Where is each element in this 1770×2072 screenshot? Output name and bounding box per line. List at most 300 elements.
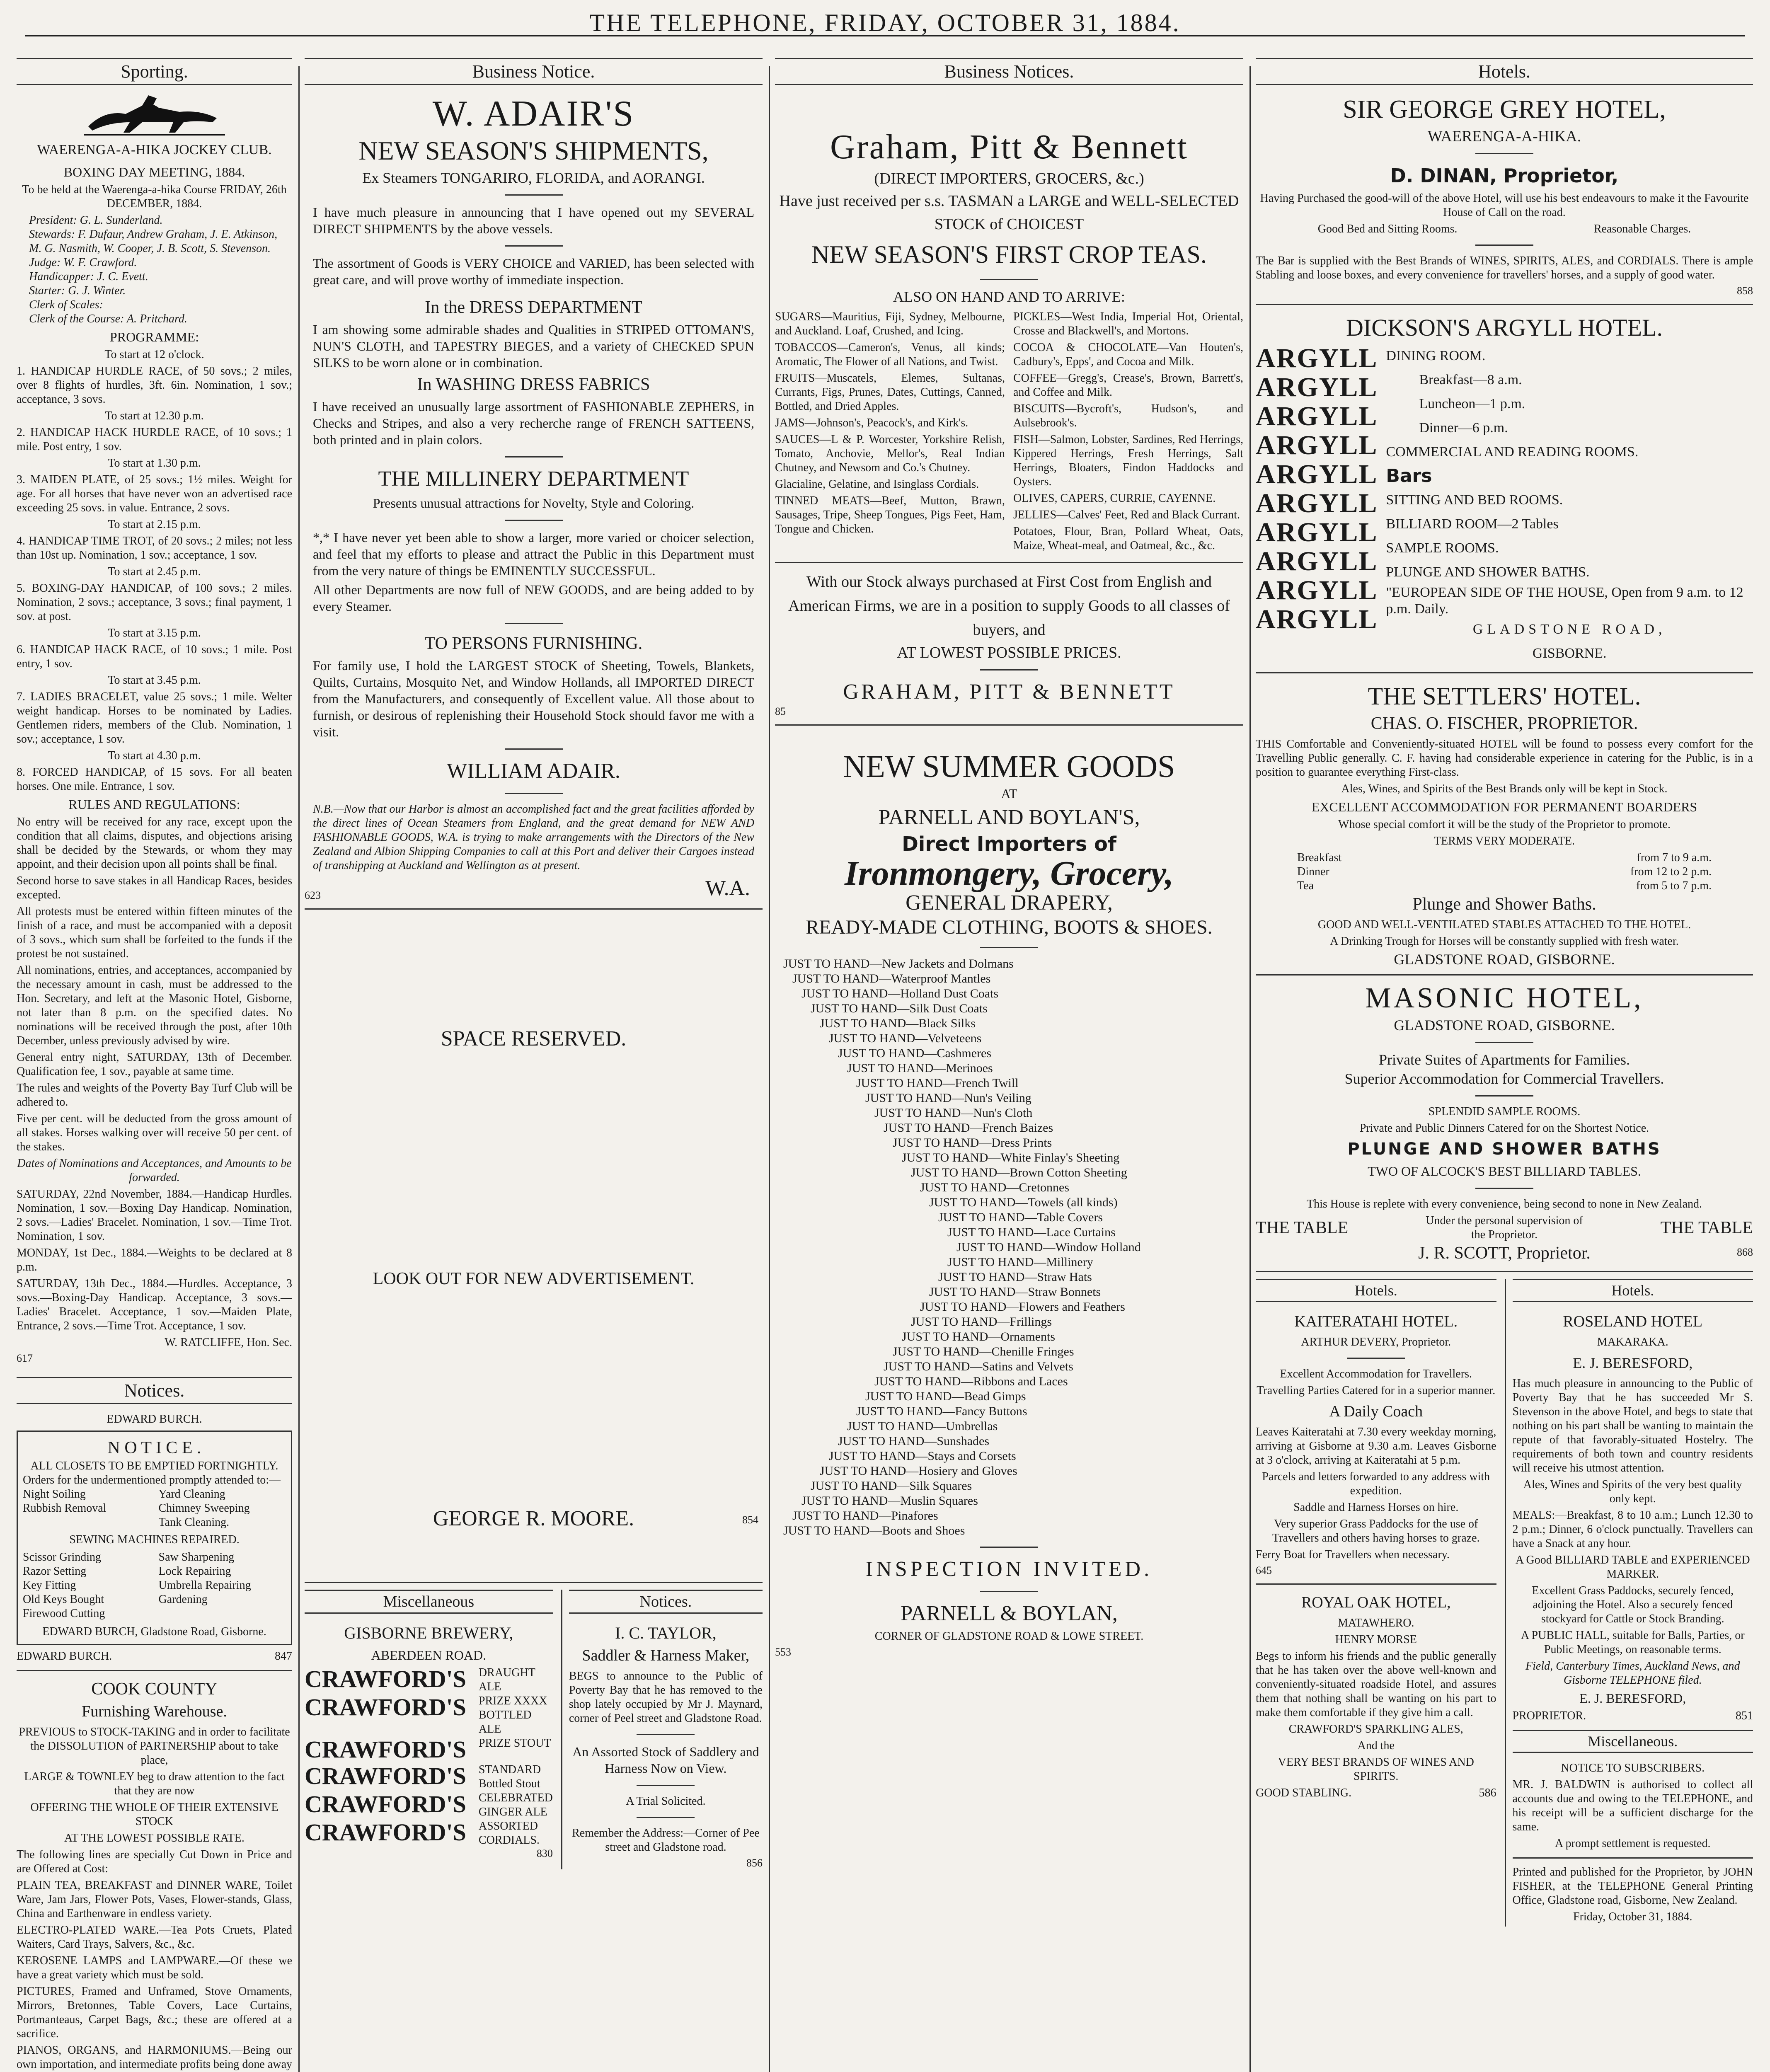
official: Clerk of the Course: A. Pritchard. — [29, 312, 187, 325]
argyll-word: ARGYLL — [1256, 488, 1378, 518]
argyll-road: GLADSTONE ROAD, — [1472, 622, 1666, 637]
grey-subtitle: WAERENGA-A-HIKA. — [1427, 128, 1581, 145]
ad-number: 847 — [275, 1650, 292, 1663]
royal-wines: VERY BEST BRANDS OF WINES AND SPIRITS. — [1278, 1756, 1474, 1783]
summer-title: NEW SUMMER GOODS — [843, 749, 1175, 784]
masonic-baths: PLUNGE AND SHOWER BATHS — [1347, 1140, 1661, 1159]
just-to-hand-line: JUST TO HAND—Ribbons and Laces — [874, 1375, 1068, 1388]
argyll-feature: SAMPLE ROOMS. — [1386, 540, 1499, 556]
stock-item: SAUCES—L & P. Worcester, Yorkshire Relish, Tomato, Anchovie, Mellor's, Real Indian Chutney, and Newsom and Co.'s Chutney. — [775, 433, 1005, 474]
masthead-title: THE TELEPHONE, FRIDAY, OCTOBER 31, 1884. — [589, 9, 1181, 36]
just-to-hand-line: JUST TO HAND—Silk Dust Coats — [811, 1002, 988, 1015]
argyll-feature: "EUROPEAN SIDE OF THE HOUSE, Open from 9 a.m. to 12 p.m. Daily. — [1386, 585, 1743, 617]
parnell-title: PARNELL AND BOYLAN'S, — [878, 806, 1140, 829]
meeting-title: BOXING DAY MEETING, 1884. — [63, 165, 245, 179]
ironmongery: Ironmongery, Grocery, — [844, 854, 1174, 893]
service-item: Rubbish Removal — [23, 1502, 107, 1515]
just-to-hand-line: JUST TO HAND—Merinoes — [847, 1061, 993, 1075]
cook-title: COOK COUNTY — [91, 1680, 218, 1699]
just-to-hand-line: JUST TO HAND—Straw Hats — [938, 1270, 1092, 1284]
cook-item: KEROSENE LAMPS and LAMPWARE.—Of these we have a great variety which must be sold. — [17, 1954, 292, 1981]
kait-text: Travelling Parties Catered for in a superior manner. — [1257, 1384, 1496, 1397]
sewing-line: SEWING MACHINES REPAIRED. — [69, 1533, 240, 1546]
adair-ships: Ex Steamers TONGARIRO, FLORIDA, and AORANGI. — [362, 169, 705, 186]
rose-text: Excellent Grass Paddocks, securely fenced, adjoining the Hotel. Also a securely fenced stockyard for Cattle or Stock Branding. — [1532, 1584, 1734, 1625]
table-right: THE TABLE — [1660, 1218, 1753, 1237]
date-entry: SATURDAY, 22nd November, 1884.—Handicap Hurdles. Nomination, 1 sov.—Boxing Day Handicap. Nomination, 2 sovs.—Ladies' Bracelet. Nomination, 1 sov.—Time Trot. Nomination, 1 sov. — [17, 1188, 292, 1243]
product-label: CELEBRATED GINGER ALE — [478, 1791, 553, 1818]
masthead — [0, 0, 1770, 46]
adair-title: W. ADAIR'S — [432, 94, 635, 134]
cook-rate: AT THE LOWEST POSSIBLE RATE. — [64, 1832, 245, 1844]
section-header: Notices. — [17, 1377, 292, 1404]
just-to-hand-line: JUST TO HAND—Boots and Shoes — [783, 1524, 965, 1537]
rose-text: MEALS:—Breakfast, 8 to 10 a.m.; Lunch 12.30 to 2 p.m.; Dinner, 6 o'clock punctually. Travellers can have a Snack at any hour. — [1512, 1509, 1753, 1550]
service-item: Razor Setting — [23, 1565, 87, 1578]
just-to-hand-line: JUST TO HAND—French Twill — [856, 1076, 1019, 1090]
cook-subtitle: Furnishing Warehouse. — [82, 1703, 227, 1720]
millinery-text: Presents unusual attractions for Novelty, Style and Coloring. — [373, 496, 695, 511]
settlers-proprietor: CHAS. O. FISCHER, PROPRIETOR. — [1370, 714, 1638, 733]
official: Clerk of Scales: — [29, 298, 103, 311]
rule: Five per cent. will be deducted from the gross amount of all stakes. Horses walking over will receive 50 per cent. of the stakes. — [17, 1112, 292, 1153]
kait-coach: A Daily Coach — [1329, 1403, 1423, 1420]
burch-ad-box — [17, 1431, 292, 1645]
stock-item: SUGARS—Mauritius, Fiji, Sydney, Melbourne, and Auckland. Loaf, Crushed, and Icing. — [775, 310, 1005, 337]
service-item: Scissor Grinding — [23, 1551, 101, 1564]
rose-text: Ales, Wines and Spirits of the very best quality only kept. — [1523, 1478, 1742, 1505]
section-header: Business Notice. — [305, 58, 763, 85]
race-time: To start at 3.45 p.m. — [108, 674, 201, 687]
rose-subtitle: MAKARAKA. — [1597, 1336, 1668, 1348]
product-label: PRIZE XXXX BOTTLED ALE — [478, 1694, 547, 1736]
meal-name: Tea — [1297, 879, 1314, 892]
notice-heading: N O T I C E . — [107, 1438, 201, 1457]
stock-item: JAMS—Johnson's, Peacock's, and Kirk's. — [775, 416, 969, 429]
race-time: To start at 1.30 p.m. — [108, 457, 201, 470]
meal-name: Breakfast — [1297, 851, 1342, 864]
column-divider — [769, 66, 770, 2072]
cook-intro: PREVIOUS to STOCK-TAKING and in order to facilitate the DISSOLUTION of PARTNERSHIP about to take place, — [19, 1726, 290, 1767]
adair-text: I have much pleasure in announcing that I have opened out my SEVERAL DIRECT SHIPMENTS by the above vessels. — [313, 205, 754, 236]
column-business-notice — [305, 58, 763, 2072]
just-to-hand-line: JUST TO HAND—Table Covers — [938, 1210, 1103, 1224]
kait-text: Saddle and Harness Horses on hire. — [1293, 1501, 1459, 1514]
settlers-excellent: EXCELLENT ACCOMMODATION FOR PERMANENT BOARDERS — [1311, 799, 1697, 814]
masonic-billiard: TWO OF ALCOCK'S BEST BILLIARD TABLES. — [1368, 1164, 1641, 1179]
date-entry: SATURDAY, 13th Dec., 1884.—Hurdles. Acceptance, 3 sovs.—Boxing-Day Handicap. Acceptance, 3 sovs.—Ladies' Bracelet. Acceptance, 1 sov.—Maiden Plate, Entrance, 2 sovs.—Time Trot. Acceptance, 1 sov. — [17, 1277, 292, 1332]
rule: All nominations, entries, and acceptances, accompanied by the necessary amount in cash, must be addressed to the Hon. Secretary, and left at the Masonic Hotel, Gisborne, not later than 8 p.m. on the specified dates. No nominations will be received through the post, after 10th December, unless previously advised by wire. — [17, 964, 292, 1047]
official: Judge: W. F. Crawford. — [29, 256, 137, 269]
just-to-hand-line: JUST TO HAND—Satins and Velvets — [884, 1360, 1073, 1373]
settlers-terms: TERMS VERY MODERATE. — [1434, 835, 1575, 847]
subscribers-notice: NOTICE TO SUBSCRIBERS. — [1561, 1762, 1705, 1774]
service-item: Tank Cleaning. — [158, 1516, 230, 1529]
argyll-town: GISBORNE. — [1532, 646, 1607, 661]
just-to-hand-line: JUST TO HAND—Bead Gimps — [865, 1389, 1026, 1403]
gpb-title: Graham, Pitt & Bennett — [830, 128, 1188, 166]
just-to-hand-list — [775, 956, 1243, 1538]
taylor-text: BEGS to announce to the Public of Poverty Bay that he has removed to the shop lately occupied by Mr J. Maynard, corner of Peel street and Gladstone Road. — [569, 1670, 763, 1725]
parnell-signature: PARNELL & BOYLAN, — [901, 1602, 1118, 1625]
stock-item: FRUITS—Muscatels, Elemes, Sultanas, Currants, Figs, Prunes, Dates, Cuttings, Canned, Bottled, and Dried Apples. — [775, 372, 1005, 413]
washing-text: I have received an unusually large assortment of FASHIONABLE ZEPHERS, in Checks and Stripes, and also a very recherche range of FRENCH SATTEENS, both printed and in plain colors. — [313, 399, 754, 447]
stock-item: COFFEE—Gregg's, Crease's, Brown, Barrett's, and Coffee and Milk. — [1013, 372, 1243, 399]
gpb-text: With our Stock always purchased at First Cost from English and American Firms, we are in a position to supply Goods to all classes of buyers, and — [788, 573, 1230, 639]
argyll-feature: DINING ROOM. — [1386, 348, 1486, 363]
royal-subtitle: MATAWHERO. — [1337, 1617, 1414, 1629]
adair-subtitle: NEW SEASON'S SHIPMENTS, — [358, 136, 709, 165]
official: Handicapper: J. C. Evett. — [29, 270, 148, 283]
space-reserved: SPACE RESERVED. — [441, 1027, 627, 1051]
rule: Second horse to save stakes in all Handicap Races, besides excepted. — [17, 874, 292, 901]
furnishing-heading: TO PERSONS FURNISHING. — [424, 634, 643, 653]
parnell-address: CORNER OF GLADSTONE ROAD & LOWE STREET. — [874, 1630, 1144, 1643]
gpb-signature: GRAHAM, PITT & BENNETT — [843, 680, 1175, 704]
argyll-feature: Dinner—6 p.m. — [1419, 420, 1508, 436]
argyll-word: ARGYLL — [1256, 401, 1378, 431]
just-to-hand-line: JUST TO HAND—New Jackets and Dolmans — [783, 957, 1014, 971]
kait-text: Excellent Accommodation for Travellers. — [1280, 1368, 1472, 1380]
just-to-hand-line: JUST TO HAND—Brown Cotton Sheeting — [911, 1166, 1127, 1179]
argyll-word: ARGYLL — [1256, 546, 1378, 576]
masonic-suites: Private Suites of Apartments for Families. — [1379, 1051, 1630, 1068]
rule: The rules and weights of the Poverty Bay Turf Club will be adhered to. — [17, 1082, 292, 1109]
column-sporting — [17, 58, 292, 2072]
rose-text: Has much pleasure in announcing to the Public of Poverty Bay that he has succeeded Mr S. Stevenson in the above Hotel, and begs to state that nothing on his part shall be wanting to maintain the repute of that favorably-situated Hostelry. The requirements of both town and country residents will receive his utmost attention. — [1512, 1377, 1753, 1474]
brewery-subtitle: ABERDEEN ROAD. — [371, 1648, 487, 1663]
just-to-hand-line: JUST TO HAND—Nun's Cloth — [874, 1106, 1033, 1120]
lookout-notice: LOOK OUT FOR NEW ADVERTISEMENT. — [373, 1269, 695, 1288]
cook-item: PLAIN TEA, BREAKFAST and DINNER WARE, Toilet Ware, Jam Jars, Flower Pots, Vases, Flower-stands, Glass, China and Earthenware in endless variety. — [17, 1879, 292, 1920]
argyll-word: ARGYLL — [1256, 372, 1378, 402]
meal-time: from 5 to 7 p.m. — [1636, 879, 1712, 892]
just-to-hand-line: JUST TO HAND—Fancy Buttons — [856, 1404, 1027, 1418]
adair-signature: WILLIAM ADAIR. — [447, 759, 620, 783]
section-header: Business Notices. — [775, 58, 1243, 85]
product-label: STANDARD Bottled Stout — [478, 1763, 541, 1790]
signature: W. RATCLIFFE, Hon. Sec. — [165, 1336, 292, 1349]
settlers-address: GLADSTONE ROAD, GISBORNE. — [1394, 951, 1615, 968]
ready-made: READY-MADE CLOTHING, BOOTS & SHOES. — [806, 916, 1213, 938]
grey-bed: Good Bed and Sitting Rooms. — [1317, 223, 1458, 235]
kait-title: KAITERATAHI HOTEL. — [1294, 1313, 1458, 1330]
masonic-proprietor: J. R. SCOTT, Proprietor. — [1418, 1244, 1591, 1263]
grey-text: The Bar is supplied with the Best Brands of WINES, SPIRITS, ALES, and CORDIALS. There is ample Stabling and loose boxes, and every convenience for travellers' horses, and a supply of good water. — [1256, 254, 1753, 281]
just-to-hand-line: JUST TO HAND—Towels (all kinds) — [929, 1196, 1118, 1209]
race: 2. HANDICAP HACK HURDLE RACE, of 10 sovs.; 1 mile. Post entry, 1 sov. — [17, 426, 292, 453]
column-hotels — [1256, 58, 1753, 2072]
service-item: Old Keys Bought — [23, 1593, 104, 1606]
stock-item: JELLIES—Calves' Feet, Red and Black Currant. — [1013, 508, 1240, 521]
argyll-title: DICKSON'S ARGYLL HOTEL. — [1346, 314, 1663, 341]
service-item: Saw Sharpening — [158, 1551, 235, 1564]
royal-text: Begs to inform his friends and the public generally that he has taken over the above well-known and conveniently-situated roadside Hotel, and assures them that nothing shall be wanting on his part to make them comfortable if they give him a call. — [1256, 1650, 1496, 1719]
washing-heading: In WASHING DRESS FABRICS — [417, 375, 650, 394]
argyll-feature: Bars — [1386, 465, 1432, 487]
stock-item: COCOA & CHOCOLATE—Van Houten's, Cadbury's, Epps', and Cocoa and Milk. — [1013, 341, 1243, 368]
just-to-hand-line: JUST TO HAND—Waterproof Mantles — [792, 972, 991, 985]
masonic-superior: Superior Accommodation for Commercial Travellers. — [1344, 1070, 1664, 1087]
brewery-title: GISBORNE BREWERY, — [344, 1624, 513, 1642]
stock-item: FISH—Salmon, Lobster, Sardines, Red Herrings, Kippered Herrings, Fresh Herrings, Salt Herrings, Bloaters, Findon Haddocks and Oysters. — [1013, 433, 1243, 488]
just-to-hand-line: JUST TO HAND—Stays and Corsets — [829, 1449, 1016, 1463]
ad-number: 830 — [536, 1847, 553, 1859]
masonic-subtitle: GLADSTONE ROAD, GISBORNE. — [1394, 1017, 1615, 1034]
taylor-address: Remember the Address:—Corner of Pee street and Gladstone road. — [572, 1827, 760, 1854]
service-item: Chimney Sweeping — [158, 1502, 250, 1515]
drapery: GENERAL DRAPERY, — [906, 891, 1113, 915]
grey-title: SIR GEORGE GREY HOTEL, — [1343, 95, 1666, 123]
just-to-hand-line: JUST TO HAND—Flowers and Feathers — [920, 1300, 1125, 1314]
racehorse-illustration — [80, 93, 229, 139]
rose-text: A PUBLIC HALL, suitable for Balls, Parties, or Public Meetings, on reasonable terms. — [1521, 1629, 1745, 1656]
departments-text: All other Departments are now full of NEW GOODS, and are being added to by every Steamer. — [313, 582, 754, 614]
just-to-hand-line: JUST TO HAND—Cashmeres — [838, 1046, 992, 1060]
section-header: Miscellaneous — [305, 1590, 553, 1614]
crawford-label: CRAWFORD'S — [305, 1736, 466, 1763]
stock-item: Potatoes, Flour, Bran, Pollard Wheat, Oats, Maize, Wheat-meal, and Oatmeal, &c., &c. — [1013, 525, 1243, 552]
rose-title: ROSELAND HOTEL — [1563, 1313, 1703, 1330]
crawford-label: CRAWFORD'S — [305, 1694, 466, 1721]
just-to-hand-line: JUST TO HAND—Lace Curtains — [947, 1225, 1116, 1239]
settlers-stables: GOOD AND WELL-VENTILATED STABLES ATTACHED TO THE HOTEL. — [1317, 918, 1691, 931]
just-to-hand-line: JUST TO HAND—Dress Prints — [893, 1136, 1052, 1150]
product-label: PRIZE STOUT — [478, 1737, 551, 1750]
race: 4. HANDICAP TIME TROT, of 20 sovs.; 2 miles; not less than 10st up. Nomination, 1 sov.; acceptance, 1 sov. — [17, 535, 292, 562]
royal-ales: CRAWFORD'S SPARKLING ALES, — [1288, 1723, 1463, 1736]
stock-item: TINNED MEATS—Beef, Mutton, Brawn, Sausages, Tripe, Sheep Tongues, Pigs Feet, Ham, Tongue and Chicken. — [775, 494, 1005, 535]
race-time: To start at 4.30 p.m. — [108, 749, 201, 762]
table-left: THE TABLE — [1256, 1218, 1349, 1237]
ad-number: 858 — [1737, 285, 1753, 297]
furnishing-text: For family use, I hold the LARGEST STOCK of Sheeting, Towels, Blankets, Quilts, Curtains, Mosquito Net, and Window Hollands, all IMPORTED DIRECT from the Manufacturers, and consequently of Excellent value. All those about to furnish, or desirous of replenishing their Household Stock should favor me with a visit. — [313, 658, 754, 739]
service-item: Umbrella Repairing — [158, 1579, 251, 1592]
meeting-held: To be held at the Waerenga-a-hika Course FRIDAY, 26th DECEMBER, 1884. — [22, 183, 287, 210]
settlers-text: Ales, Wines, and Spirits of the Best Brands only will be kept in Stock. — [1341, 782, 1668, 795]
rose-text: A Good BILLIARD TABLE and EXPERIENCED MARKER. — [1515, 1554, 1750, 1581]
stock-item: OLIVES, CAPERS, CURRIE, CAYENNE. — [1013, 492, 1216, 505]
adair-nb: N.B.—Now that our Harbor is almost an accomplished fact and the great facilities afforded by the direct lines of Ocean Steamers from England, and the great demand for NEW AND FASHIONABLE GOODS, W.A. is trying to make arrangements with the Directors of the New Zealand and Albion Shipping Companies to call at this Port and deliver their Cargoes instead of transhipping at Auckland and Wellington as at present. — [313, 803, 754, 872]
section-header: Sporting. — [17, 58, 292, 85]
rule: General entry night, SATURDAY, 13th of December. Qualification fee, 1 sov., payable at same time. — [17, 1051, 292, 1078]
argyll-word: ARGYLL — [1256, 604, 1378, 634]
just-to-hand-line: JUST TO HAND—Straw Bonnets — [929, 1285, 1101, 1299]
ad-number: 854 — [742, 1514, 758, 1526]
masonic-sample: SPLENDID SAMPLE ROOMS. — [1428, 1105, 1581, 1118]
race: 1. HANDICAP HURDLE RACE, of 50 sovs.; 2 miles, over 8 flights of hurdles, 3ft. 6in. Nomination, 1 sov.; acceptance, 3 sovs. — [17, 365, 292, 406]
service-item: Night Soiling — [23, 1488, 86, 1501]
taylor-stock: An Assorted Stock of Saddlery and Harness Now on View. — [572, 1744, 759, 1776]
ad-number: 856 — [746, 1857, 763, 1869]
race: 6. HANDICAP HACK RACE, of 10 sovs.; 1 mile. Post entry, 1 sov. — [17, 643, 292, 670]
just-to-hand-line: JUST TO HAND—Umbrellas — [847, 1419, 998, 1433]
direct-importers: Direct Importers of — [902, 833, 1116, 856]
just-to-hand-line: JUST TO HAND—Holland Dust Coats — [801, 987, 999, 1000]
imprint-date: Friday, October 31, 1884. — [1573, 1910, 1693, 1923]
grey-charges: Reasonable Charges. — [1593, 223, 1691, 235]
ad-number: 553 — [775, 1646, 791, 1658]
royal-and: And the — [1357, 1739, 1395, 1752]
date-entry: MONDAY, 1st Dec., 1884.—Weights to be declared at 8 p.m. — [17, 1247, 292, 1273]
ad-number: 586 — [1479, 1786, 1496, 1799]
just-to-hand-line: JUST TO HAND—Velveteens — [829, 1031, 982, 1045]
argyll-feature: Breakfast—8 a.m. — [1419, 372, 1522, 387]
just-to-hand-line: JUST TO HAND—Pinafores — [792, 1509, 938, 1523]
adair-initials: W.A. — [705, 876, 750, 900]
masonic-dinners: Private and Public Dinners Catered for on the Shortest Notice. — [1359, 1122, 1649, 1135]
settlers-baths: Plunge and Shower Baths. — [1412, 895, 1596, 914]
rose-signature: E. J. BERESFORD, — [1579, 1691, 1686, 1706]
gpb-teas: NEW SEASON'S FIRST CROP TEAS. — [811, 241, 1207, 268]
race: 7. LADIES BRACELET, value 25 sovs.; 1 mile. Welter weight handicap. Horses to be nominated by Ladies. Gentlemen riders, members of the Club. Nomination, 1 sov.; acceptance, 1 sov. — [17, 690, 292, 746]
programme-start: To start at 12 o'clock. — [104, 348, 204, 361]
taylor-subtitle: Saddler & Harness Maker, — [582, 1647, 750, 1664]
column-divider — [1249, 66, 1251, 2072]
official: Stewards: F. Dufaur, Andrew Graham, J. E. Atkinson, M. G. Nasmith, W. Cooper, J. B. Scott, S. Stevenson. — [29, 228, 278, 255]
race: 3. MAIDEN PLATE, of 25 sovs.; 1½ miles. Weight for age. For all horses that have never won an advertised race exceeding 25 sovs. in value. Entrance, 2 sovs. — [17, 473, 292, 514]
crawford-label: CRAWFORD'S — [305, 1665, 466, 1692]
millinery-heading: THE MILLINERY DEPARTMENT — [378, 467, 689, 491]
inspection-invited: INSPECTION INVITED. — [865, 1557, 1153, 1581]
cook-item: PICTURES, Framed and Unframed, Stove Ornaments, Mirrors, Bretonnes, Table Covers, Lace Curtains, Portmanteaus, Carpet Bags, &c.; these are offered at a sacrifice. — [17, 1985, 292, 2040]
taylor-title: I. C. TAYLOR, — [615, 1624, 717, 1642]
just-to-hand-line: JUST TO HAND—Millinery — [947, 1255, 1093, 1269]
rule: All protests must be entered within fifteen minutes of the finish of a race, and must be accompanied with a deposit of 3 sovs., which sum shall be forfeited to the funds if the protest be not sustained. — [17, 905, 292, 960]
service-item: Yard Cleaning — [158, 1488, 225, 1501]
stock-item: Glacialine, Gelatine, and Isinglass Cordials. — [775, 478, 979, 491]
service-item: Firewood Cutting — [23, 1607, 105, 1620]
race-time: To start at 3.15 p.m. — [108, 627, 201, 639]
cook-text: LARGE & TOWNLEY beg to draw attention to the fact that they are now — [24, 1770, 285, 1797]
meal-name: Dinner — [1297, 865, 1329, 878]
argyll-feature: BILLIARD ROOM—2 Tables — [1386, 516, 1559, 532]
just-to-hand-line: JUST TO HAND—Sunshades — [838, 1434, 990, 1448]
just-to-hand-line: JUST TO HAND—French Baizes — [884, 1121, 1053, 1135]
crawford-label: CRAWFORD'S — [305, 1819, 466, 1846]
ad-number: 623 — [305, 889, 321, 901]
kait-text: Parcels and letters forwarded to any address with expedition. — [1262, 1470, 1490, 1497]
section-header: Notices. — [569, 1590, 763, 1614]
column-business-notices — [775, 58, 1243, 2072]
stock-item: TOBACCOS—Cameron's, Venus, all kinds; Aromatic, The Flower of all Nations, and Twist. — [775, 341, 1005, 368]
just-to-hand-line: JUST TO HAND—Muslin Squares — [801, 1494, 978, 1508]
race: 5. BOXING-DAY HANDICAP, of 100 sovs.; 2 miles. Nomination, 2 sovs.; acceptance, 3 sovs.; final payment, 1 sov. at post. — [17, 582, 292, 623]
dates-title: Dates of Nominations and Acceptances, and Amounts to be forwarded. — [17, 1157, 292, 1184]
section-header: Miscellaneous. — [1513, 1730, 1753, 1753]
table-middle: Under the personal supervision of the Proprietor. — [1426, 1214, 1583, 1241]
race: 8. FORCED HANDICAP, of 15 sovs. For all beaten horses. One mile. Entrance, 1 sov. — [17, 766, 292, 793]
just-to-hand-line: JUST TO HAND—Window Holland — [956, 1240, 1141, 1254]
just-to-hand-line: JUST TO HAND—Silk Squares — [811, 1479, 972, 1493]
official: Starter: G. J. Winter. — [29, 284, 126, 297]
imprint: Printed and published for the Proprietor, by JOHN FISHER, at the TELEPHONE General Printing Office, Gladstone road, Gisborne, New Zealand. — [1512, 1866, 1753, 1907]
burch-name: EDWARD BURCH. — [107, 1413, 202, 1426]
section-header: Hotels. — [1513, 1279, 1753, 1302]
settlers-comfort: Whose special comfort it will be the study of the Proprietor to promote. — [1338, 818, 1671, 831]
programme-title: PROGRAMME: — [109, 329, 199, 344]
orders-line: Orders for the undermentioned promptly attended to:— — [23, 1474, 281, 1486]
just-to-hand-line: JUST TO HAND—Nun's Veiling — [865, 1091, 1031, 1105]
argyll-feature: SITTING AND BED ROOMS. — [1386, 492, 1563, 508]
argyll-feature: COMMERCIAL AND READING ROOMS. — [1386, 444, 1639, 460]
royal-proprietor: HENRY MORSE — [1335, 1633, 1417, 1646]
ad-number: 617 — [17, 1352, 33, 1364]
race-time: To start at 12.30 p.m. — [105, 409, 204, 422]
kait-text: Leaves Kaiteratahi at 7.30 every weekday morning, arriving at Gisborne at 9.30 a.m. Leaves Gisborne at 3 o'clock, arriving at Kaiteratahi at 5 p.m. — [1256, 1426, 1496, 1467]
just-to-hand-line: JUST TO HAND—Black Silks — [820, 1017, 976, 1030]
cook-item: ELECTRO-PLATED WARE.—Tea Pots Cruets, Plated Waiters, Card Trays, Salvers, &c., &c. — [17, 1924, 292, 1951]
grey-proprietor: D. DINAN, Proprietor, — [1390, 165, 1619, 187]
just-to-hand-line: JUST TO HAND—Chenille Fringes — [893, 1345, 1074, 1358]
gpb-prices: AT LOWEST POSSIBLE PRICES. — [897, 644, 1121, 661]
just-to-hand-line: JUST TO HAND—Ornaments — [902, 1330, 1056, 1343]
summer-at: AT — [1001, 786, 1017, 801]
gpb-subtitle: (DIRECT IMPORTERS, GROCERS, &c.) — [874, 170, 1144, 187]
section-header: Hotels. — [1256, 58, 1753, 85]
ad-number: 851 — [1736, 1709, 1753, 1722]
column-divider — [298, 66, 300, 2072]
closets-line: ALL CLOSETS TO BE EMPTIED FORTNIGHTLY. — [30, 1460, 278, 1472]
kait-proprietor: ARTHUR DEVERY, Proprietor. — [1301, 1336, 1451, 1348]
rose-proprietor: E. J. BERESFORD, — [1573, 1355, 1693, 1371]
settlers-trough: A Drinking Trough for Horses will be constantly supplied with fresh water. — [1330, 935, 1679, 948]
dress-heading: In the DRESS DEPARTMENT — [425, 298, 642, 317]
just-to-hand-line: JUST TO HAND—Hosiery and Gloves — [820, 1464, 1017, 1478]
burch-address: EDWARD BURCH, Gladstone Road, Gisborne. — [42, 1625, 266, 1638]
service-item: Gardening — [158, 1593, 208, 1606]
millinery-note: *,* I have never yet been able to show a larger, more varied or choicer selection, and feel that my efforts to please and attract the Public in this Department must from the very nature of things be EMINENTLY SUCCESSFUL. — [313, 530, 754, 578]
kait-text: Ferry Boat for Travellers when necessary. — [1256, 1548, 1450, 1561]
argyll-word: ARGYLL — [1256, 430, 1378, 460]
argyll-feature: PLUNGE AND SHOWER BATHS. — [1386, 564, 1590, 580]
taylor-trial: A Trial Solicited. — [626, 1795, 706, 1808]
moore-name: GEORGE R. MOORE. — [433, 1507, 634, 1530]
just-to-hand-line: JUST TO HAND—Cretonnes — [920, 1181, 1070, 1194]
royal-title: ROYAL OAK HOTEL, — [1301, 1594, 1451, 1611]
burch-footer: EDWARD BURCH. — [17, 1650, 112, 1663]
cook-offer: OFFERING THE WHOLE OF THEIR EXTENSIVE STOCK — [30, 1801, 278, 1828]
product-label: DRAUGHT ALE — [478, 1666, 535, 1693]
argyll-word: ARGYLL — [1256, 575, 1378, 605]
argyll-word: ARGYLL — [1256, 343, 1378, 373]
ad-number: 645 — [1256, 1564, 1272, 1576]
product-label: ASSORTED CORDIALS. — [478, 1820, 540, 1847]
rose-proprietor-label: PROPRIETOR. — [1512, 1709, 1586, 1722]
just-to-hand-line: JUST TO HAND—Frillings — [911, 1315, 1052, 1329]
stock-item: BISCUITS—Bycroft's, Hudson's, and Aulsebrook's. — [1013, 402, 1243, 429]
rule: No entry will be received for any race, except upon the condition that all claims, disputes, and objections arising shall be decided by the Stewards, or whom they may appoint, and their decision upon all points shall be final. — [17, 816, 292, 871]
masonic-text: This House is replete with every convenience, being second to none in New Zealand. — [1306, 1198, 1702, 1210]
cook-item: PIANOS, ORGANS, and HARMONIUMS.—Being our own importation, and intermediate profits being done away — [17, 2044, 292, 2071]
club-name: WAERENGA-A-HIKA JOCKEY CLUB. — [37, 142, 272, 157]
service-item: Key Fitting — [23, 1579, 76, 1592]
ad-number: 868 — [1737, 1246, 1753, 1258]
royal-stabling: GOOD STABLING. — [1256, 1786, 1352, 1799]
race-time: To start at 2.15 p.m. — [108, 518, 201, 531]
official: President: G. L. Sunderland. — [29, 214, 163, 227]
race-time: To start at 2.45 p.m. — [108, 565, 201, 578]
service-item: Lock Repairing — [158, 1565, 231, 1578]
grey-text: Having Purchased the good-will of the above Hotel, will use his best endeavours to make it the Favourite House of Call on the road. — [1260, 192, 1749, 219]
masonic-title: MASONIC HOTEL, — [1365, 982, 1644, 1014]
adair-text: The assortment of Goods is VERY CHOICE and VARIED, has been selected with great care, and will prove worthy of immediate inspection. — [313, 256, 754, 287]
settlers-title: THE SETTLERS' HOTEL. — [1368, 683, 1641, 710]
subscribers-text: MR. J. BALDWIN is authorised to collect all accounts due and owing to the TELEPHONE, and his receipt will be a sufficient discharge for the same. — [1512, 1778, 1753, 1833]
crawford-label: CRAWFORD'S — [305, 1791, 466, 1818]
argyll-feature: Luncheon—1 p.m. — [1419, 396, 1525, 411]
ad-number: 85 — [775, 705, 786, 717]
